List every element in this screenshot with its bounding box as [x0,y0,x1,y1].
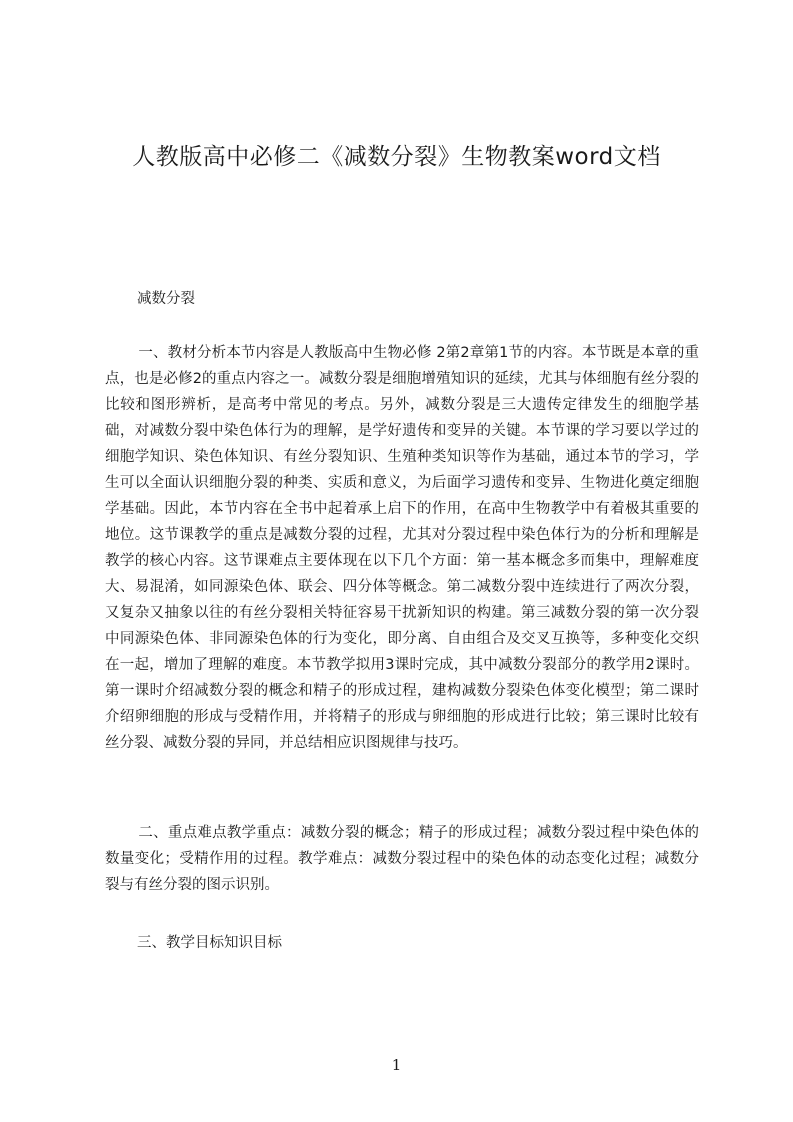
document-title: 人教版高中必修二《减数分裂》生物教案word文档 [132,144,661,170]
page-number: 1 [391,1056,402,1074]
paragraph-key-points: 二、重点难点教学重点：减数分裂的概念；精子的形成过程；减数分裂过程中染色体的数量变化；受精作用的过程。教学难点：减数分裂过程中的染色体的动态变化过程；减数分裂与有丝分裂的图示识别。 [105,825,699,893]
section-heading: 减数分裂 [137,291,195,307]
paragraph-textbook-analysis: 一、教材分析本节内容是人教版高中生物必修 2第2章第1节的内容。本节既是本章的重点，也是必修2的重点内容之一。减数分裂是细胞增殖知识的延续，尤其与体细胞有丝分裂的比较和图形辨析，是高考中常见的考点。另外，减数分裂是三大遗传定律发生的细胞学基础，对减数分裂中染色体行为的理解，是学好遗传和变异的关键。本节课的学习要以学过的细胞学知识、染色体知识、有丝分裂知识、生殖种类知识等作为基础，通过本节的学习，学生可以全面认识细胞分裂的种类、实质和意义，为后面学习遗传和变异、生物进化奠定细胞学基础。因此，本节内容在全书中起着承上启下的作用，在高中生物教学中有着极其重要的地位。这节课教学的重点是减数分裂的过程，尤其对分裂过程中染色体行为的分析和理解是教学的核心内容。这节课难点主要体现在以下几个方面：第一基本概念多而集中，理解难度大、易混淆，如同源染色体、联会、四分体等概念。第二减数分裂中连续进行了两次分裂，又复杂又抽象以往的有丝分裂相关特征容易干扰新知识的构建。第三减数分裂的第一次分裂中同源染色体、非同源染色体的行为变化，即分离、自由组合及交叉互换等，多种变化交织在一起，增加了理解的难度。本节教学拟用3课时完成，其中减数分裂部分的教学用2课时。第一课时介绍减数分裂的概念和精子的形成过程，建构减数分裂染色体变化模型；第二课时介绍卵细胞的形成与受精作用，并将精子的形成与卵细胞的形成进行比较；第三课时比较有丝分裂、减数分裂的异同，并总结相应识图规律与技巧。 [105,345,699,751]
section-heading-teaching-goals: 三、教学目标知识目标 [137,935,282,951]
